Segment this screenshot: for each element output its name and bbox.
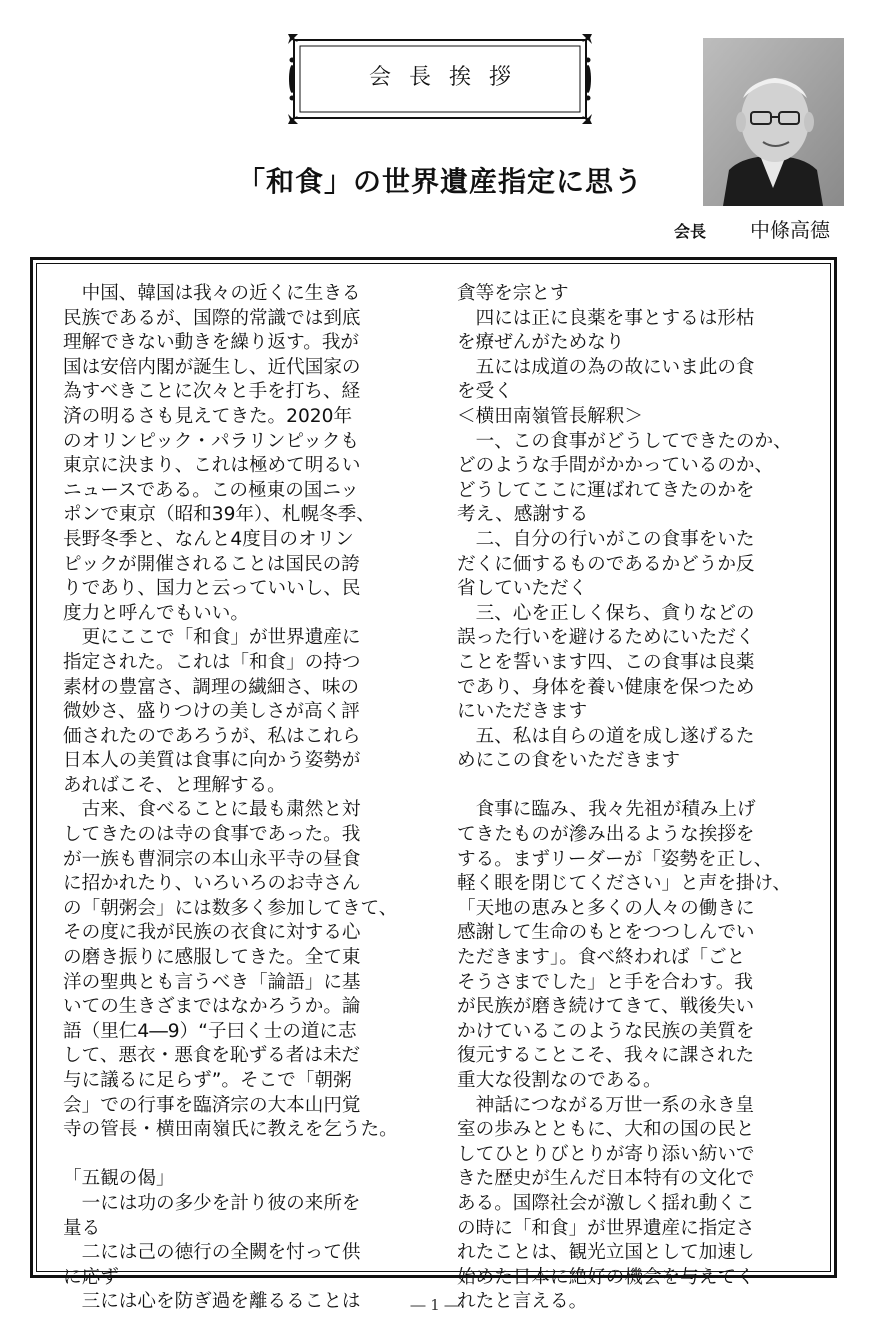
article-line: れたと言える。 [457, 1291, 588, 1313]
article-line: 重大な役割なのである。 [457, 1070, 662, 1091]
author-portrait-photo [703, 38, 844, 206]
article-line: ＜横田南嶺管長解釈＞ [457, 405, 643, 427]
article-line: 貪等を宗とす [457, 283, 569, 304]
article-line: 二、自分の行いがこの食事をいた [457, 528, 755, 550]
article-line: れたことは、観光立国として加速し [457, 1242, 755, 1264]
article-line: 食事に臨み、我々先祖が積み上げ [457, 799, 756, 821]
article-line: 度力と呼んでもいい。 [63, 602, 249, 624]
article-line: に招かれたり、いろいろのお寺さん [63, 873, 361, 895]
article-line: 会」での行事を臨済宗の大本山円覚 [63, 1094, 361, 1116]
article-line: 為すべきことに次々と手を打ち、経 [63, 381, 361, 403]
article-line: 東京に決まり、これは極めて明るい [63, 455, 361, 477]
article-line: 寺の管長・横田南嶺氏に教えを乞うた。 [63, 1119, 398, 1141]
article-title: 「和食」の世界遺産指定に思う [236, 165, 643, 198]
article-line: の「朝粥会」には数多く参加してきて、 [63, 897, 398, 919]
article-line: して、悪衣・悪食を恥ずる者は未だ [63, 1045, 361, 1067]
article-line: 価されたのであろうが、私はこれら [63, 725, 361, 747]
article-line: 誤った行いを避けるためにいただく [457, 627, 755, 649]
article-line: ポンで東京（昭和39年）、札幌冬季、 [63, 504, 375, 526]
article-line: きた歴史が生んだ日本特有の文化で [457, 1168, 755, 1190]
article-line: 民族であるが、国際的常識では到底 [63, 307, 361, 329]
article-line [457, 774, 827, 799]
article-line: 素材の豊富さ、調理の繊細さ、味の [63, 676, 360, 698]
section-label: 会長挨拶 [368, 65, 529, 90]
article-line: 国は安倍内閣が誕生し、近代国家の [63, 356, 361, 378]
article-line: 日本人の美質は食事に向かう姿勢が [63, 750, 361, 772]
article-line: にいただきます [457, 701, 588, 723]
article-line: してきたのは寺の食事であった。我 [63, 824, 361, 846]
article-line: ある。国際社会が激しく揺れ動くこ [457, 1192, 755, 1214]
article-line: 四には正に良薬を事とするは形枯 [457, 307, 755, 329]
article-line: を療ぜんがためなり [457, 332, 625, 354]
article-line: に応ず [63, 1266, 119, 1288]
article-line: だくに価するものであるかどうか反 [457, 553, 755, 575]
article-line: 量る [63, 1217, 101, 1239]
author-title: 会長 [674, 222, 707, 241]
article-line: 与に議るに足らず”。そこで「朝粥 [63, 1070, 352, 1091]
article-line: 洋の聖典とも言うべき「論語」に基 [63, 971, 361, 993]
article-line: 指定された。これは「和食」の持つ [63, 651, 361, 673]
article-line: ピックが開催されることは国民の誇 [63, 553, 360, 575]
page-number: ― 1 ― [410, 1296, 460, 1314]
article-line: あればこそ、と理解する。 [63, 774, 286, 796]
article-line: かけているこのような民族の美質を [457, 1020, 755, 1042]
article-line: ただきます」。食べ終われば「ごと [457, 947, 746, 969]
article-line: が民族が磨き続けてきて、戦後失い [457, 996, 755, 1018]
article-line: が一族も曹洞宗の本山永平寺の昼食 [63, 848, 361, 870]
article-left-column [63, 282, 448, 1315]
article-line: のオリンピック・パラリンピックも [63, 430, 360, 452]
article-line: ことを誓います四、この食事は良薬 [457, 651, 755, 673]
article-line: 復元することこそ、我々に課された [457, 1045, 755, 1067]
article-line: 感謝して生命のもとをつつしんでい [457, 922, 755, 944]
article-line: その度に我が民族の衣食に対する心 [63, 922, 361, 944]
article-line: する。まずリーダーが「姿勢を正し、 [457, 848, 773, 870]
article-line: 始めた日本に絶好の機会を与えてく [457, 1266, 755, 1288]
article-line: 中国、韓国は我々の近くに生きる [63, 283, 361, 304]
article-line [63, 1143, 448, 1168]
article-line: を受く [457, 381, 513, 403]
article-line: 更にここで「和食」が世界遺産に [63, 627, 361, 649]
article-line: 微妙さ、盛りつけの美しさが高く評 [63, 701, 360, 723]
article-line: りであり、国力と云っていいし、民 [63, 578, 361, 600]
article-line: どうしてここに運ばれてきたのかを [457, 479, 755, 501]
article-line: どのような手間がかかっているのか、 [457, 455, 774, 477]
article-line: めにこの食をいただきます [457, 750, 681, 772]
article-line: の時に「和食」が世界遺産に指定さ [457, 1217, 755, 1239]
article-right-column [457, 282, 827, 1315]
article-line: いての生きざまではなかろうか。論 [63, 996, 361, 1018]
article-line: てきたものが滲み出るような挨拶を [457, 824, 755, 846]
article-line: 古来、食べることに最も粛然と対 [63, 799, 361, 821]
article-line: の磨き振りに感服してきた。全て東 [63, 947, 361, 969]
article-line: であり、身体を養い健康を保つため [457, 676, 755, 698]
article-line: 理解できない動きを繰り返す。我が [63, 332, 360, 354]
article-line: ニュースである。この極東の国ニッ [63, 479, 359, 501]
author-byline [674, 214, 850, 244]
article-line: 「天地の恵みと多くの人々の働きに [457, 897, 755, 919]
article-body-frame [30, 257, 837, 1313]
article-line: 一、この食事がどうしてできたのか、 [457, 430, 792, 452]
article-line: 三には心を防ぎ過を離るることは [63, 1291, 361, 1313]
article-line: 長野冬季と、なんと4度目のオリン [63, 528, 354, 550]
article-line: 五には成道の為の故にいま此の食 [457, 356, 755, 378]
section-header-frame [284, 30, 596, 128]
article-line: 五、私は自らの道を成し遂げるた [457, 725, 755, 747]
article-line: 一には功の多少を計り彼の来所を [63, 1192, 361, 1214]
article-line: 済の明るさも見えてきた。2020年 [63, 405, 353, 427]
article-line: 「五観の偈」 [63, 1168, 175, 1190]
article-line: 室の歩みとともに、大和の国の民と [457, 1119, 755, 1141]
author-name: 中條高德 [750, 218, 830, 242]
article-line: 神話につながる万世一系の永き皇 [457, 1094, 755, 1116]
article-line: 二には己の徳行の全闕を忖って供 [63, 1242, 361, 1264]
article-line: 省していただく [457, 578, 588, 600]
article-line: してひとりびとりが寄り添い紡いで [457, 1143, 755, 1165]
article-line: 軽く眼を閉じてください」と声を掛け、 [457, 873, 791, 895]
article-line: 語（里仁4―9）“子曰く士の道に志 [63, 1020, 357, 1042]
article-line: そうさまでした」と手を合わす。我 [457, 971, 754, 993]
article-line: 考え、感謝する [457, 504, 589, 526]
article-line: 三、心を正しく保ち、貪りなどの [457, 602, 755, 624]
